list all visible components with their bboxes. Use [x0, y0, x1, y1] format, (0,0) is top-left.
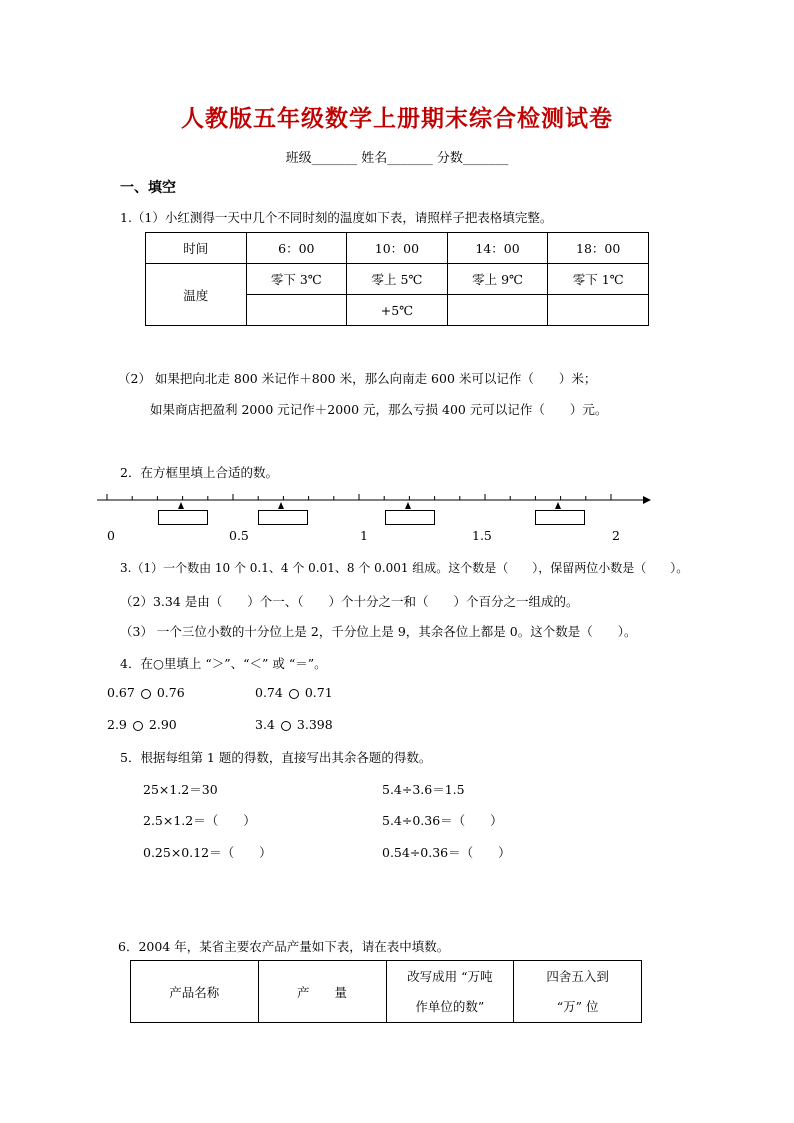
pointer-triangle-icon — [555, 502, 561, 509]
comparison-left: 0.74 — [255, 685, 283, 700]
time-cell: 14：00 — [447, 233, 548, 264]
number-line-label: 0.5 — [229, 528, 249, 543]
answer-box[interactable] — [535, 510, 585, 525]
equation-right: 5.4÷0.36＝（ ） — [382, 813, 503, 828]
pointer-triangle-icon — [405, 502, 411, 509]
question-6-text: 6．2004 年，某省主要农产品产量如下表，请在表中填数。 — [118, 939, 450, 954]
answer-box[interactable] — [258, 510, 308, 525]
comparison-item — [107, 717, 177, 732]
question-1-intro: 1.（1）小红测得一天中几个不同时刻的温度如下表，请照样子把表格填完整。 — [120, 210, 553, 225]
answer-box[interactable] — [158, 510, 208, 525]
equation-left: 25×1.2＝30 — [143, 782, 218, 797]
produce-table — [130, 960, 642, 1023]
student-info-line: 班级_______ 姓名_______ 分数_______ — [285, 151, 509, 166]
comparison-item — [255, 717, 333, 732]
column-header-rounding — [514, 961, 642, 1023]
question-2-text: 2．在方框里填上合适的数。 — [120, 465, 278, 480]
pointer-triangle-icon — [178, 502, 184, 509]
comparison-left: 0.67 — [107, 685, 135, 700]
time-cell: 6：00 — [246, 233, 347, 264]
equation-left: 2.5×1.2＝（ ） — [143, 813, 256, 828]
header-line: 改写成用 “万吨 — [407, 968, 493, 984]
header-line: 四舍五入到 — [546, 968, 609, 984]
equation-right: 0.54÷0.36＝（ ） — [382, 845, 511, 860]
number-line-label: 0 — [107, 528, 115, 543]
comparison-right: 0.71 — [304, 685, 333, 700]
answer-cell[interactable]: +5℃ — [347, 295, 448, 326]
answer-box[interactable] — [385, 510, 435, 525]
table-row-label: 温度 — [146, 264, 247, 326]
answer-cell[interactable] — [548, 295, 649, 326]
temperature-table — [145, 232, 649, 326]
header-line: “万” 位 — [556, 998, 599, 1014]
column-header-product: 产品名称 — [131, 961, 259, 1023]
comparison-item — [255, 685, 333, 700]
equation-left: 0.25×0.12＝（ ） — [143, 845, 272, 860]
question-1-part-2-line-2: 如果商店把盈利 2000 元记作＋2000 元，那么亏损 400 元可以记作（ ）元。 — [150, 402, 608, 417]
section-heading: 一、填空 — [120, 180, 176, 196]
equation-right: 5.4÷3.6＝1.5 — [382, 782, 465, 797]
page-title: 人教版五年级数学上册期末综合检测试卷 — [181, 106, 613, 132]
comparison-item — [107, 685, 185, 700]
time-cell: 10：00 — [347, 233, 448, 264]
question-5-text: 5．根据每组第 1 题的得数，直接写出其余各题的得数。 — [120, 750, 432, 765]
column-header-rewrite — [386, 961, 514, 1023]
compare-circle-icon[interactable] — [289, 689, 299, 699]
pointer-triangle-icon — [278, 502, 284, 509]
table-header-label: 时间 — [146, 233, 247, 264]
question-3-line-1: 3.（1）一个数由 10 个 0.1、4 个 0.01、8 个 0.001 组成。这个数是（ ），保留两位小数是（ ）。 — [120, 561, 689, 575]
number-line-label: 1.5 — [472, 528, 492, 543]
time-cell: 18：00 — [548, 233, 649, 264]
compare-circle-icon[interactable] — [281, 721, 291, 731]
compare-circle-icon[interactable] — [141, 689, 151, 699]
comparison-right: 2.90 — [148, 717, 177, 732]
comparison-right: 3.398 — [296, 717, 333, 732]
temperature-cell: 零上 9℃ — [447, 264, 548, 295]
column-header-output: 产 量 — [258, 961, 386, 1023]
answer-cell[interactable] — [246, 295, 347, 326]
temperature-cell: 零下 1℃ — [548, 264, 649, 295]
answer-cell[interactable] — [447, 295, 548, 326]
number-line-label: 1 — [360, 528, 368, 543]
compare-circle-icon[interactable] — [133, 721, 143, 731]
question-3-line-3: （3） 一个三位小数的十分位上是 2，千分位上是 9，其余各位上都是 0。这个数是（ ）。 — [120, 624, 637, 639]
question-1-part-2-line-1: （2） 如果把向北走 800 米记作＋800 米，那么向南走 600 米可以记作（ ）米； — [118, 371, 597, 386]
comparison-left: 2.9 — [107, 717, 127, 732]
header-line: 作单位的数” — [415, 998, 485, 1014]
comparison-right: 0.76 — [156, 685, 185, 700]
comparison-left: 3.4 — [255, 717, 275, 732]
question-4-text: 4．在○里填上 “＞”、“＜” 或 “＝”。 — [120, 656, 327, 671]
temperature-cell: 零上 5℃ — [347, 264, 448, 295]
temperature-cell: 零下 3℃ — [246, 264, 347, 295]
question-3-line-2: （2）3.34 是由（ ）个一、（ ）个十分之一和（ ）个百分之一组成的。 — [120, 594, 579, 609]
number-line-label: 2 — [612, 528, 620, 543]
